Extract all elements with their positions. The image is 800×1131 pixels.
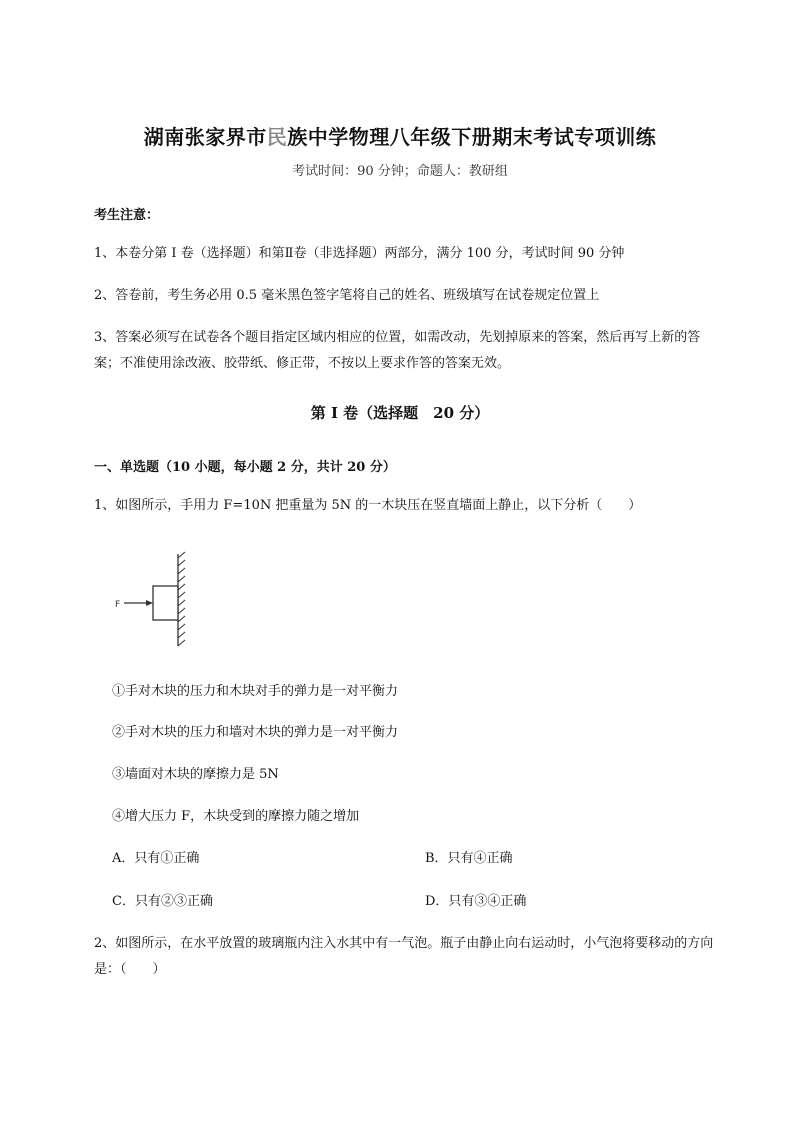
title-part-2: 族中学物理八年级下册期末考试专项训练	[287, 125, 657, 149]
option-c: C．只有②③正确	[112, 894, 213, 909]
wooden-block	[153, 586, 178, 620]
wall-hatching	[178, 552, 185, 646]
section-title: 第 I 卷（选择题 20 分）	[310, 404, 490, 422]
statement-3: ③墙面对木块的摩擦力是 5N	[112, 767, 279, 782]
option-b: B．只有④正确	[425, 851, 513, 866]
statement-1: ①手对木块的压力和木块对手的弹力是一对平衡力	[112, 684, 399, 699]
force-arrow-head	[146, 600, 153, 606]
question-2-stem: 2、如图所示，在水平放置的玻璃瓶内注入水其中有一气泡。瓶子由静止向右运动时，小气泡将要移动的方向是：（ ）	[94, 936, 714, 977]
question-1-stem: 1、如图所示，手用力 F=10N 把重量为 5N 的一木块压在竖直墙面上静止，以下分析（ ）	[94, 498, 642, 513]
statement-2: ②手对木块的压力和墙对木块的弹力是一对平衡力	[112, 725, 399, 740]
title-marked-char: 民	[266, 125, 288, 149]
notice-item-3: 3、答案必须写在试卷各个题目指定区域内相应的位置，如需改动，先划掉原来的答案，然后再写上新的答案；不准使用涂改液、胶带纸、修正带，不按以上要求作答的答案无效。	[94, 330, 701, 371]
statement-4: ④增大压力 F，木块受到的摩擦力随之增加	[112, 809, 360, 824]
option-a: A．只有①正确	[112, 851, 200, 866]
option-d: D．只有③④正确	[425, 894, 527, 909]
notice-item-1: 1、本卷分第 I 卷（选择题）和第Ⅱ卷（非选择题）两部分，满分 100 分，考试时间 90 分钟	[94, 246, 625, 261]
notice-heading: 考生注意：	[94, 208, 160, 223]
page-title	[0, 121, 800, 150]
notice-item-2: 2、答卷前，考生务必用 0.5 毫米黑色签字笔将自己的姓名、班级填写在试卷规定位置上	[94, 288, 600, 303]
wall-block-figure	[112, 550, 192, 650]
part-heading: 一、单选题（10 小题，每小题 2 分，共计 20 分）	[94, 460, 396, 475]
title-part-1: 湖南张家界市	[143, 125, 267, 149]
exam-info: 考试时间：90 分钟；命题人：教研组	[292, 164, 508, 179]
force-label: F	[115, 600, 121, 610]
